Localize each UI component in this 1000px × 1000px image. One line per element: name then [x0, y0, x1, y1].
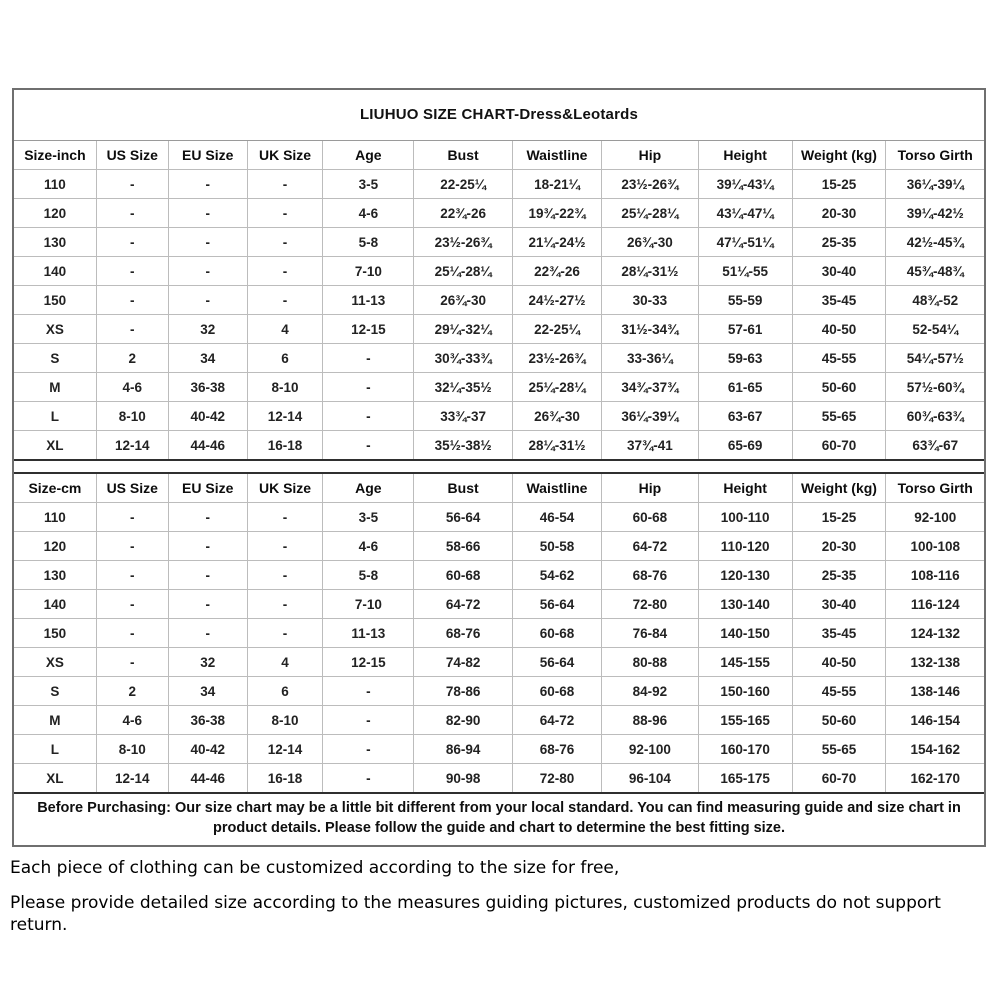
column-header: Height	[698, 474, 792, 503]
table-cell: XL	[14, 764, 96, 793]
table-cell: 150	[14, 286, 96, 315]
table-cell: 64-72	[414, 590, 512, 619]
table-cell: 116-124	[886, 590, 984, 619]
table-cell: 35½-38½	[414, 431, 512, 460]
table-row	[14, 228, 984, 257]
table-cell: 54¼-57½	[886, 344, 984, 373]
table-cell: L	[14, 735, 96, 764]
table-cell: -	[247, 257, 322, 286]
table-cell: 46-54	[512, 503, 601, 532]
table-cell: 26¾-30	[414, 286, 512, 315]
table-cell: 37¾-41	[602, 431, 699, 460]
table-row	[14, 257, 984, 286]
table-cell: -	[168, 170, 247, 199]
table-cell: 25-35	[792, 228, 886, 257]
table-cell: -	[168, 228, 247, 257]
table-row	[14, 532, 984, 561]
table-cell: 140-150	[698, 619, 792, 648]
table-cell: 68-76	[602, 561, 699, 590]
column-header: Weight (kg)	[792, 474, 886, 503]
table-cell: 4-6	[96, 706, 168, 735]
table-cell: 110-120	[698, 532, 792, 561]
table-cell: 28¼-31½	[512, 431, 601, 460]
table-cell: 5-8	[323, 228, 414, 257]
column-header: EU Size	[168, 141, 247, 170]
table-cell: 60-68	[602, 503, 699, 532]
table-cell: 64-72	[602, 532, 699, 561]
table-cell: 60-68	[512, 677, 601, 706]
table-cell: L	[14, 402, 96, 431]
table-cell: 25¼-28¼	[512, 373, 601, 402]
table-cell: -	[247, 503, 322, 532]
table-cell: 92-100	[886, 503, 984, 532]
column-header: Waistline	[512, 474, 601, 503]
table-cell: 50-60	[792, 706, 886, 735]
table-cell: -	[96, 532, 168, 561]
table-cell: 80-88	[602, 648, 699, 677]
table-cell: 40-42	[168, 735, 247, 764]
table-cell: -	[96, 315, 168, 344]
table-cell: 150	[14, 619, 96, 648]
table-cell: XS	[14, 648, 96, 677]
table-cell: 32	[168, 648, 247, 677]
column-header: Height	[698, 141, 792, 170]
table-cell: 45-55	[792, 677, 886, 706]
table-cell: 12-14	[247, 402, 322, 431]
table-cell: 100-110	[698, 503, 792, 532]
table-row	[14, 503, 984, 532]
table-cell: 120	[14, 199, 96, 228]
table-cell: 78-86	[414, 677, 512, 706]
table-cell: 150-160	[698, 677, 792, 706]
column-header: UK Size	[247, 474, 322, 503]
table-cell: 15-25	[792, 170, 886, 199]
column-header: Size-inch	[14, 141, 96, 170]
table-cell: 120-130	[698, 561, 792, 590]
table-cell: 68-76	[512, 735, 601, 764]
table-cell: 160-170	[698, 735, 792, 764]
column-header: Size-cm	[14, 474, 96, 503]
table-cell: 56-64	[414, 503, 512, 532]
table-cell: S	[14, 677, 96, 706]
table-cell: -	[168, 257, 247, 286]
table-cell: -	[323, 735, 414, 764]
table-cell: 84-92	[602, 677, 699, 706]
table-cell: 25¼-28¼	[602, 199, 699, 228]
table-cell: 132-138	[886, 648, 984, 677]
table-cell: 5-8	[323, 561, 414, 590]
table-cell: 16-18	[247, 431, 322, 460]
table-row	[14, 619, 984, 648]
table-cell: -	[168, 199, 247, 228]
column-header: UK Size	[247, 141, 322, 170]
table-cell: 61-65	[698, 373, 792, 402]
table-cell: 12-15	[323, 315, 414, 344]
table-cell: -	[247, 170, 322, 199]
table-cell: -	[323, 373, 414, 402]
table-cell: 36-38	[168, 373, 247, 402]
table-cell: 44-46	[168, 431, 247, 460]
table-cell: 155-165	[698, 706, 792, 735]
table-cell: 26¾-30	[602, 228, 699, 257]
table-row	[14, 764, 984, 793]
header-row	[14, 141, 984, 170]
table-cell: 3-5	[323, 170, 414, 199]
table-cell: 154-162	[886, 735, 984, 764]
table-cell: -	[168, 503, 247, 532]
table-cell: 138-146	[886, 677, 984, 706]
column-header: Hip	[602, 474, 699, 503]
customization-note: Each piece of clothing can be customized according to the size for free,	[10, 858, 620, 878]
column-header: Bust	[414, 474, 512, 503]
table-cell: 63-67	[698, 402, 792, 431]
table-cell: 130	[14, 228, 96, 257]
table-cell: 65-69	[698, 431, 792, 460]
table-cell: 48¾-52	[886, 286, 984, 315]
table-cell: 25-35	[792, 561, 886, 590]
table-cell: 24½-27½	[512, 286, 601, 315]
page-title: LIUHUO SIZE CHART-Dress&Leotards	[14, 90, 984, 141]
table-cell: 68-76	[414, 619, 512, 648]
table-cell: 55-65	[792, 402, 886, 431]
table-cell: 22-25¼	[512, 315, 601, 344]
column-header: Torso Girth	[886, 141, 984, 170]
table-cell: 55-59	[698, 286, 792, 315]
table-cell: 4-6	[96, 373, 168, 402]
table-cell: M	[14, 373, 96, 402]
table-cell: 12-14	[96, 764, 168, 793]
table-cell: -	[247, 228, 322, 257]
table-cell: 6	[247, 344, 322, 373]
column-header: US Size	[96, 141, 168, 170]
table-cell: 28¼-31½	[602, 257, 699, 286]
table-cell: 45¾-48¾	[886, 257, 984, 286]
table-cell: -	[96, 257, 168, 286]
table-cell: 64-72	[512, 706, 601, 735]
table-cell: -	[247, 590, 322, 619]
table-cell: 110	[14, 170, 96, 199]
table-cell: -	[96, 199, 168, 228]
table-cell: XL	[14, 431, 96, 460]
table-cell: 11-13	[323, 619, 414, 648]
table-cell: 11-13	[323, 286, 414, 315]
table-cell: 2	[96, 677, 168, 706]
table-cell: 60-70	[792, 764, 886, 793]
table-cell: 72-80	[602, 590, 699, 619]
table-cell: 4	[247, 648, 322, 677]
table-row	[14, 706, 984, 735]
table-cell: 72-80	[512, 764, 601, 793]
table-row	[14, 735, 984, 764]
column-header: Weight (kg)	[792, 141, 886, 170]
table-cell: 124-132	[886, 619, 984, 648]
table-cell: 56-64	[512, 590, 601, 619]
table-cell: 39¼-43¼	[698, 170, 792, 199]
table-cell: 32¼-35½	[414, 373, 512, 402]
table-cell: -	[168, 561, 247, 590]
column-header: Age	[323, 141, 414, 170]
table-cell: 165-175	[698, 764, 792, 793]
table-row	[14, 648, 984, 677]
table-cell: 57-61	[698, 315, 792, 344]
table-cell: -	[247, 532, 322, 561]
table-cell: 59-63	[698, 344, 792, 373]
table-cell: 6	[247, 677, 322, 706]
column-header: Bust	[414, 141, 512, 170]
column-header: Waistline	[512, 141, 601, 170]
column-header: US Size	[96, 474, 168, 503]
table-cell: 25¼-28¼	[414, 257, 512, 286]
table-cell: 88-96	[602, 706, 699, 735]
table-row	[14, 170, 984, 199]
table-cell: 34¾-37¾	[602, 373, 699, 402]
table-cell: 140	[14, 590, 96, 619]
table-row	[14, 199, 984, 228]
table-cell: 45-55	[792, 344, 886, 373]
table-row	[14, 590, 984, 619]
table-cell: 108-116	[886, 561, 984, 590]
table-cell: -	[96, 228, 168, 257]
table-cell: 92-100	[602, 735, 699, 764]
table-cell: 86-94	[414, 735, 512, 764]
table-cell: 8-10	[96, 402, 168, 431]
table-cell: 21¼-24½	[512, 228, 601, 257]
column-header: Hip	[602, 141, 699, 170]
table-cell: M	[14, 706, 96, 735]
table-cell: 54-62	[512, 561, 601, 590]
table-cell: 96-104	[602, 764, 699, 793]
table-cell: 31½-34¾	[602, 315, 699, 344]
table-cell: 35-45	[792, 286, 886, 315]
table-cell: 12-15	[323, 648, 414, 677]
table-cell: 100-108	[886, 532, 984, 561]
table-cell: 34	[168, 677, 247, 706]
table-cell: 76-84	[602, 619, 699, 648]
table-cell: S	[14, 344, 96, 373]
table-cell: -	[96, 619, 168, 648]
table-cell: 60-68	[414, 561, 512, 590]
table-divider	[14, 459, 984, 474]
table-cell: 4	[247, 315, 322, 344]
table-cell: -	[168, 286, 247, 315]
table-cell: -	[323, 402, 414, 431]
table-cell: 18-21¼	[512, 170, 601, 199]
table-cell: 3-5	[323, 503, 414, 532]
table-cell: 90-98	[414, 764, 512, 793]
table-cell: 55-65	[792, 735, 886, 764]
table-row	[14, 402, 984, 431]
table-row	[14, 286, 984, 315]
column-header: Age	[323, 474, 414, 503]
table-cell: 63¾-67	[886, 431, 984, 460]
table-cell: 22¾-26	[414, 199, 512, 228]
table-cell: 36¼-39¼	[602, 402, 699, 431]
table-cell: -	[323, 344, 414, 373]
table-cell: 26¾-30	[512, 402, 601, 431]
table-cell: 50-58	[512, 532, 601, 561]
table-cell: 33-36¼	[602, 344, 699, 373]
table-cell: -	[247, 199, 322, 228]
table-cell: -	[323, 677, 414, 706]
table-cell: 33¾-37	[414, 402, 512, 431]
table-cell: 30¾-33¾	[414, 344, 512, 373]
table-cell: 30-40	[792, 257, 886, 286]
cm-size-table	[14, 474, 984, 792]
table-cell: 12-14	[247, 735, 322, 764]
table-cell: 35-45	[792, 619, 886, 648]
size-chart-box	[12, 88, 986, 847]
table-cell: 30-33	[602, 286, 699, 315]
table-cell: 82-90	[414, 706, 512, 735]
table-cell: 29¼-32¼	[414, 315, 512, 344]
table-cell: 36-38	[168, 706, 247, 735]
table-cell: -	[96, 590, 168, 619]
table-cell: 140	[14, 257, 96, 286]
table-cell: -	[96, 286, 168, 315]
column-header: EU Size	[168, 474, 247, 503]
table-cell: 120	[14, 532, 96, 561]
table-cell: 43¼-47¼	[698, 199, 792, 228]
table-cell: -	[247, 286, 322, 315]
table-cell: 22¾-26	[512, 257, 601, 286]
table-cell: 47¼-51¼	[698, 228, 792, 257]
table-cell: 74-82	[414, 648, 512, 677]
bottom-notes	[10, 858, 990, 950]
table-cell: 19¾-22¾	[512, 199, 601, 228]
table-row	[14, 315, 984, 344]
table-row	[14, 677, 984, 706]
column-header: Torso Girth	[886, 474, 984, 503]
table-cell: 44-46	[168, 764, 247, 793]
before-purchasing-note: Before Purchasing: Our size chart may be a little bit different from your local standard. You can find measuring guide and size chart in product details. Please follow the guide and chart to determine the best fitting size.	[14, 792, 984, 845]
table-cell: 20-30	[792, 199, 886, 228]
table-cell: 7-10	[323, 590, 414, 619]
table-cell: -	[323, 706, 414, 735]
table-cell: 50-60	[792, 373, 886, 402]
table-cell: 8-10	[96, 735, 168, 764]
table-cell: 60¾-63¾	[886, 402, 984, 431]
table-cell: 8-10	[247, 706, 322, 735]
table-cell: 23½-26¾	[602, 170, 699, 199]
table-cell: -	[247, 561, 322, 590]
table-cell: 8-10	[247, 373, 322, 402]
table-cell: 4-6	[323, 532, 414, 561]
table-cell: 23½-26¾	[414, 228, 512, 257]
table-row	[14, 373, 984, 402]
table-cell: 145-155	[698, 648, 792, 677]
table-cell: 60-70	[792, 431, 886, 460]
table-cell: -	[168, 619, 247, 648]
table-cell: 39¼-42½	[886, 199, 984, 228]
table-cell: 130	[14, 561, 96, 590]
table-cell: -	[96, 503, 168, 532]
table-cell: 4-6	[323, 199, 414, 228]
table-cell: 12-14	[96, 431, 168, 460]
table-cell: -	[168, 532, 247, 561]
table-cell: 130-140	[698, 590, 792, 619]
table-cell: 7-10	[323, 257, 414, 286]
table-cell: 42½-45¾	[886, 228, 984, 257]
table-cell: 60-68	[512, 619, 601, 648]
table-row	[14, 561, 984, 590]
header-row	[14, 474, 984, 503]
table-cell: -	[96, 561, 168, 590]
table-cell: -	[247, 619, 322, 648]
table-cell: 110	[14, 503, 96, 532]
table-cell: -	[96, 648, 168, 677]
table-cell: 15-25	[792, 503, 886, 532]
table-cell: 57½-60¾	[886, 373, 984, 402]
table-cell: 146-154	[886, 706, 984, 735]
return-policy-note: Please provide detailed size according to the measures guiding pictures, customized products do not support return.	[10, 893, 941, 935]
table-row	[14, 344, 984, 373]
table-row	[14, 431, 984, 460]
table-cell: 36¼-39¼	[886, 170, 984, 199]
table-cell: XS	[14, 315, 96, 344]
table-cell: 162-170	[886, 764, 984, 793]
table-cell: 32	[168, 315, 247, 344]
table-cell: -	[323, 431, 414, 460]
table-cell: 58-66	[414, 532, 512, 561]
table-cell: -	[323, 764, 414, 793]
table-cell: -	[96, 170, 168, 199]
table-cell: 22-25¼	[414, 170, 512, 199]
table-cell: -	[168, 590, 247, 619]
table-cell: 30-40	[792, 590, 886, 619]
table-cell: 40-50	[792, 315, 886, 344]
table-cell: 20-30	[792, 532, 886, 561]
table-cell: 2	[96, 344, 168, 373]
table-cell: 23½-26¾	[512, 344, 601, 373]
table-cell: 52-54¼	[886, 315, 984, 344]
table-cell: 16-18	[247, 764, 322, 793]
table-cell: 40-50	[792, 648, 886, 677]
table-cell: 56-64	[512, 648, 601, 677]
table-cell: 40-42	[168, 402, 247, 431]
inch-size-table	[14, 141, 984, 459]
table-cell: 34	[168, 344, 247, 373]
table-cell: 51¼-55	[698, 257, 792, 286]
